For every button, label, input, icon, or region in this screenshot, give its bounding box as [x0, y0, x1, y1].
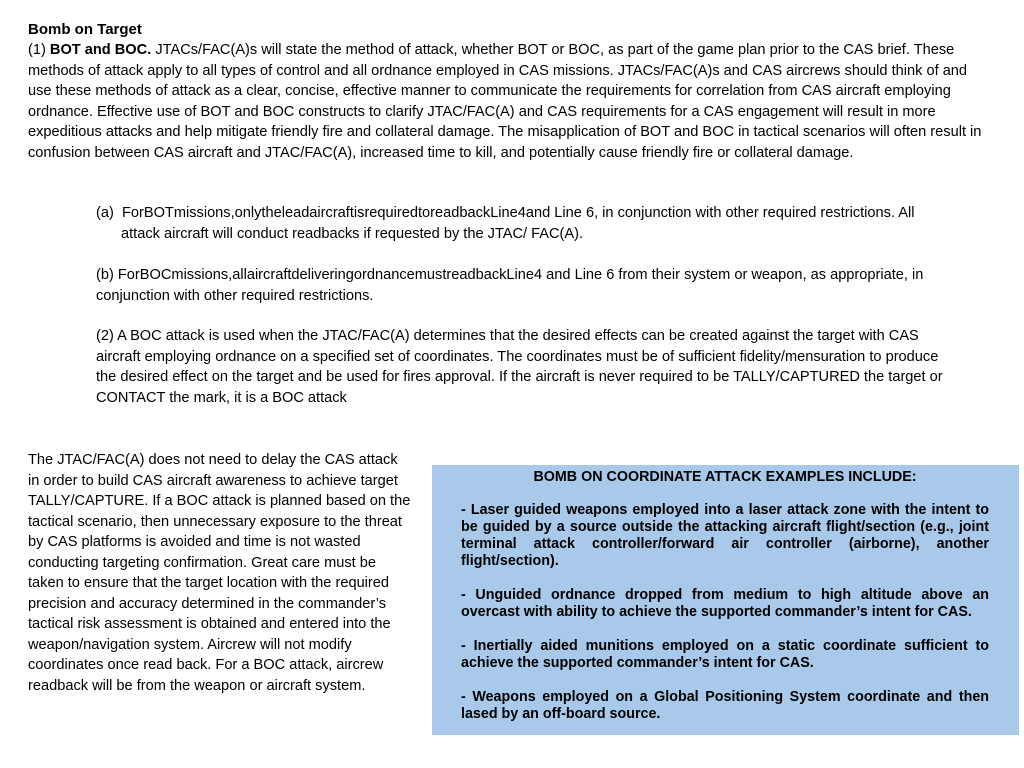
intro-number: (1) — [28, 42, 46, 58]
callout-list-item: - Unguided ordnance dropped from medium to high altitude above an overcast with ability to achieve the supported commander’s intent for CAS. — [461, 587, 989, 620]
intro-paragraph — [28, 40, 988, 163]
boc-examples-callout — [432, 465, 1019, 735]
sub-item-2-text: (2) A BOC attack is used when the JTAC/FAC(A) determines that the desired effects can be created against the target with CAS aircraft employing ordnance on a specified set of coordinates. The coordinates must be of sufficient fidelity/mensuration to produce the desired effect on the target and be used for fires approval. If the aircraft is never required to be TALLY/CAPTURED the target or CONTACT the mark, it is a BOC attack — [96, 328, 943, 406]
page-title: Bomb on Target — [28, 21, 142, 38]
intro-text: JTACs/FAC(A)s will state the method of attack, whether BOT or BOC, as part of the game plan prior to the CAS brief. These methods of attack apply to all types of control and all ordnance employed in CAS missions. JTACs/FAC(A)s and CAS aircrews should think of and use these methods of attack as a clear, concise, effective manner to communicate the requirements for correlation from CAS aircraft employing ordnance. Effective use of BOT and BOC constructs to clarify JTAC/FAC(A) and CAS requirements for a CAS engagement will result in more expeditious attacks and help mitigate friendly fire and collateral damage. The misapplication of BOT and BOC in tactical scenarios will often result in confusion between CAS aircraft and JTAC/FAC(A), increased time to kill, and potentially cause friendly fire or collateral damage. — [28, 42, 982, 161]
sub-item-b — [96, 265, 946, 306]
sub-item-b-text: (b) ForBOCmissions,allaircraftdeliveringordnancemustreadbackLine4 and Line 6 from their system or weapon, as appropriate, in conjunction with other required restrictions. — [96, 267, 924, 304]
heading — [28, 20, 988, 41]
callout-list-item: - Weapons employed on a Global Positioning System coordinate and then lased by an off-board source. — [461, 689, 989, 722]
sub-item-a — [96, 203, 946, 244]
callout-list-item: - Inertially aided munitions employed on a static coordinate sufficient to achieve the supported commander’s intent for CAS. — [461, 638, 989, 671]
boc-explanation-text: The JTAC/FAC(A) does not need to delay the CAS attack in order to build CAS aircraft awareness to achieve target TALLY/CAPTURE. If a BOC attack is planned based on the tactical scenario, then unnecessary exposure to the threat by CAS platforms is avoided and time is not wasted conducting targeting confirmation. Great care must be taken to ensure that the target location with the required precision and accuracy determined in the commander’s tactical risk assessment is obtained and entered into the weapon/navigation system. Aircrew will not modify coordinates once read back. For a BOC attack, aircrew readback will be from the weapon or aircraft system. — [28, 452, 411, 694]
callout-list-item: - Laser guided weapons employed into a laser attack zone with the intent to be guided by a source outside the attacking aircraft flight/section (e.g., joint terminal attack controller/forward air controller (airborne), another flight/section). — [461, 502, 989, 569]
boc-explanation-paragraph — [28, 450, 412, 696]
sub-item-a-text: (a) ForBOTmissions,onlytheleadaircraftisrequiredtoreadbackLine4and Line 6, in conjunction with other required restrictions. All attack aircraft will conduct readbacks if requested by the JTAC/ FAC(A). — [96, 205, 915, 242]
callout-list — [461, 502, 989, 723]
callout-title: BOMB ON COORDINATE ATTACK EXAMPLES INCLUDE: — [533, 469, 917, 485]
intro-bold-lead: BOT and BOC. — [49, 42, 152, 58]
sub-item-2 — [96, 326, 946, 408]
